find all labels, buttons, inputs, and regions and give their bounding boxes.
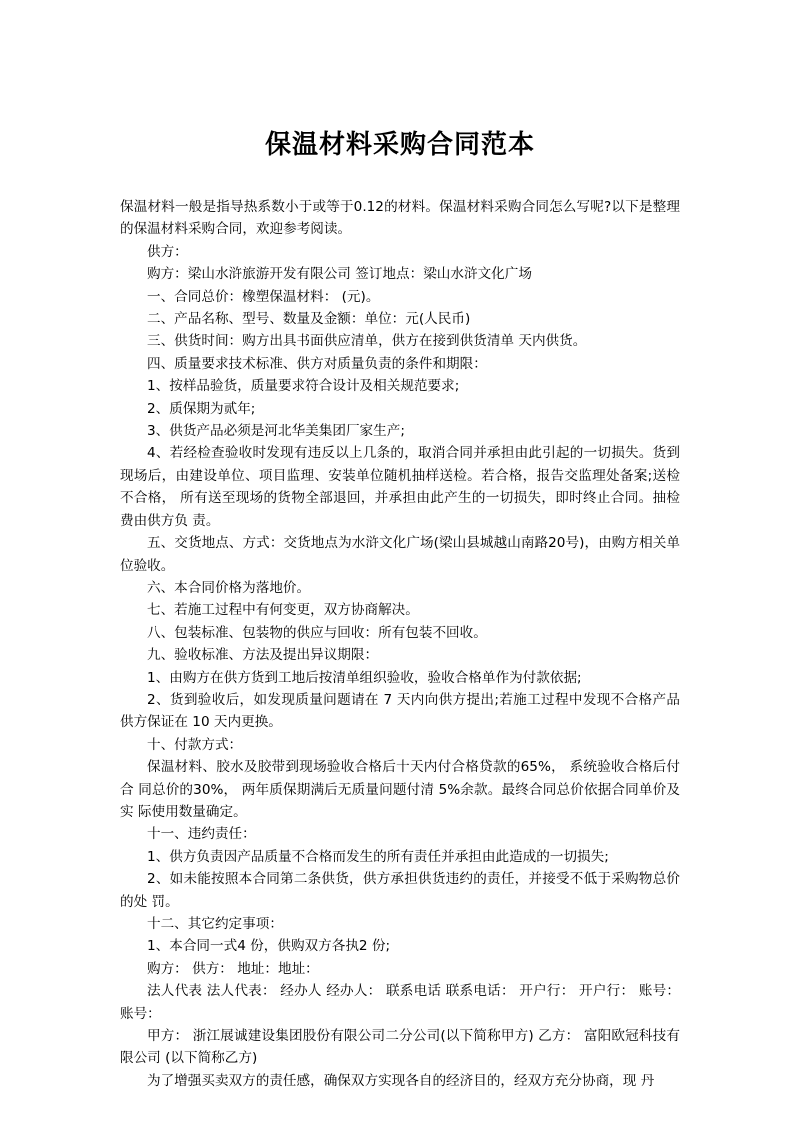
paragraph: 一、合同总价：橡塑保温材料： (元)。	[147, 288, 380, 305]
paragraph: 4、若经检查验收时发现有违反以上几条的，取消合同并承担由此引起的一切损失。货到现场后，由建设单位、项目监理、安装单位随机抽样送检。若合格，报告交监理处备案;送检不合格， 所有送至现场的货物全部退回，并承担由此产生的一切损失，即时终止合同。抽检费由供方负 责。	[120, 445, 680, 529]
document-title: 保温材料采购合同范本	[264, 130, 535, 160]
paragraph: 九、验收标准、方法及提出异议期限：	[147, 647, 379, 664]
paragraph: 七、若施工过程中有何变更，双方协商解决。	[147, 602, 419, 619]
paragraph-intro: 保温材料一般是指导热系数小于或等于0.12的材料。保温材料采购合同怎么写呢?以下是整理的保温材料采购合同，欢迎参考阅读。	[120, 199, 680, 238]
paragraph: 供方：	[147, 243, 188, 260]
paragraph: 四、质量要求技术标准、供方对质量负责的条件和期限：	[147, 355, 487, 372]
paragraph: 3、供货产品必须是河北华美集团厂家生产;	[147, 423, 405, 440]
paragraph: 十、付款方式：	[147, 736, 243, 753]
paragraph: 2、货到验收后，如发现质量问题请在 7 天内向供方提出;若施工过程中发现不合格产品供方保证在 10 天内更换。	[120, 691, 680, 731]
paragraph: 1、本合同一式4 份，供购双方各执2 份;	[147, 938, 391, 955]
paragraph: 为了增强买卖双方的责任感，确保双方实现各自的经济目的，经双方充分协商，现 丹	[147, 1072, 655, 1089]
paragraph: 六、本合同价格为落地价。	[147, 579, 311, 596]
paragraph: 1、供方负责因产品质量不合格而发生的所有责任并承担由此造成的一切损失;	[147, 848, 609, 865]
paragraph: 保温材料、胶水及胶带到现场验收合格后十天内付合格贷款的65%， 系统验收合格后付合 同总价的30%， 两年质保期满后无质量问题付清 5%余款。最终合同总价依据合同单价及实 际使用数量确定。	[120, 759, 680, 820]
paragraph: 十一、违约责任：	[147, 826, 256, 843]
paragraph: 1、按样品验货，质量要求符合设计及相关规范要求;	[147, 378, 460, 395]
paragraph: 2、质保期为贰年;	[147, 400, 256, 417]
paragraph: 二、产品名称、型号、数量及金额：单位：元(人民币)	[147, 311, 471, 328]
paragraph: 2、如未能按照本合同第二条供货，供方承担供货违约的责任，并接受不低于采购物总价的处 罚。	[120, 871, 680, 910]
paragraph: 三、供货时间：购方出具书面供应清单，供方在接到供货清单 天内供货。	[147, 333, 587, 350]
document-body	[120, 196, 680, 1092]
paragraph: 购方： 供方： 地址：地址：	[147, 960, 319, 977]
paragraph: 法人代表 法人代表： 经办人 经办人： 联系电话 联系电话： 开户行： 开户行： 账号： 账号：	[120, 983, 680, 1022]
paragraph: 五、交货地点、方式：交货地点为水浒文化广场(梁山县城越山南路20号)，由购方相关单位验收。	[120, 535, 680, 574]
paragraph: 甲方： 浙江展诚建设集团股份有限公司二分公司(以下简称甲方) 乙方： 富阳欧冠科技有限公司 (以下简称乙方)	[120, 1028, 680, 1067]
paragraph: 八、包装标准、包装物的供应与回收：所有包装不回收。	[147, 624, 487, 641]
paragraph: 购方：梁山水浒旅游开发有限公司 签订地点：梁山水浒文化广场	[147, 266, 532, 283]
paragraph: 十二、其它约定事项：	[147, 916, 283, 932]
paragraph: 1、由购方在供方货到工地后按清单组织验收，验收合格单作为付款依据;	[147, 669, 582, 686]
